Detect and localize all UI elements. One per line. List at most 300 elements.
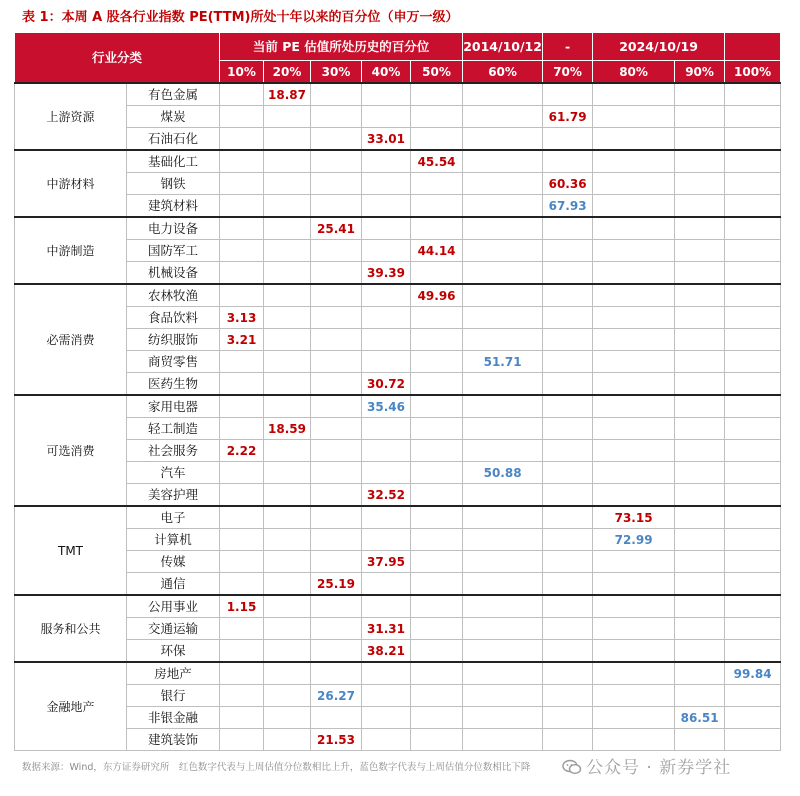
- empty-cell: [463, 284, 543, 307]
- empty-cell: [264, 551, 311, 573]
- empty-cell: [675, 640, 725, 663]
- empty-cell: [463, 440, 543, 462]
- empty-cell: [264, 150, 311, 173]
- empty-cell: [543, 685, 593, 707]
- empty-cell: [593, 106, 675, 128]
- empty-cell: [362, 217, 411, 240]
- empty-cell: [543, 484, 593, 507]
- empty-cell: [725, 462, 781, 484]
- percentile-value: 30.72: [362, 373, 411, 396]
- industry-cell: 交通运输: [127, 618, 220, 640]
- empty-cell: [311, 640, 362, 663]
- percentile-value: 67.93: [543, 195, 593, 218]
- empty-cell: [264, 529, 311, 551]
- percentile-value: 33.01: [362, 128, 411, 151]
- empty-cell: [725, 284, 781, 307]
- empty-cell: [593, 640, 675, 663]
- percentile-value: 25.41: [311, 217, 362, 240]
- industry-cell: 通信: [127, 573, 220, 596]
- empty-cell: [675, 262, 725, 285]
- empty-cell: [411, 195, 463, 218]
- empty-cell: [411, 262, 463, 285]
- empty-cell: [725, 262, 781, 285]
- percentile-value: 73.15: [593, 506, 675, 529]
- empty-cell: [411, 418, 463, 440]
- empty-cell: [264, 329, 311, 351]
- empty-cell: [311, 462, 362, 484]
- empty-cell: [725, 217, 781, 240]
- empty-cell: [362, 173, 411, 195]
- empty-cell: [463, 395, 543, 418]
- percentile-value: 31.31: [362, 618, 411, 640]
- percentile-value: 60.36: [543, 173, 593, 195]
- empty-cell: [220, 529, 264, 551]
- pe-percentile-header: 当前 PE 估值所处历史的百分位: [220, 33, 463, 61]
- empty-cell: [675, 150, 725, 173]
- table-row: [15, 240, 781, 262]
- table-row: [15, 662, 781, 685]
- percentile-header-30: 30%: [311, 61, 362, 84]
- table-row: [15, 217, 781, 240]
- empty-cell: [220, 618, 264, 640]
- empty-cell: [675, 106, 725, 128]
- empty-cell: [463, 373, 543, 396]
- empty-cell: [311, 240, 362, 262]
- empty-cell: [311, 262, 362, 285]
- empty-cell: [362, 440, 411, 462]
- empty-cell: [411, 395, 463, 418]
- category-cell: 必需消费: [15, 284, 127, 395]
- empty-cell: [593, 307, 675, 329]
- empty-cell: [593, 329, 675, 351]
- empty-cell: [725, 128, 781, 151]
- empty-cell: [675, 685, 725, 707]
- empty-cell: [264, 685, 311, 707]
- empty-cell: [593, 284, 675, 307]
- empty-cell: [362, 462, 411, 484]
- empty-cell: [463, 418, 543, 440]
- category-cell: 上游资源: [15, 83, 127, 150]
- table-row: [15, 395, 781, 418]
- empty-cell: [264, 573, 311, 596]
- empty-cell: [543, 551, 593, 573]
- industry-cell: 石油石化: [127, 128, 220, 151]
- empty-cell: [264, 307, 311, 329]
- industry-cell: 家用电器: [127, 395, 220, 418]
- empty-cell: [675, 618, 725, 640]
- empty-cell: [220, 707, 264, 729]
- table-row: [15, 351, 781, 373]
- industry-cell: 国防军工: [127, 240, 220, 262]
- empty-cell: [264, 506, 311, 529]
- percentile-value: 61.79: [543, 106, 593, 128]
- empty-cell: [362, 595, 411, 618]
- table-row: [15, 284, 781, 307]
- table-row: [15, 307, 781, 329]
- empty-cell: [675, 595, 725, 618]
- percentile-header-80: 80%: [593, 61, 675, 84]
- empty-cell: [593, 551, 675, 573]
- empty-cell: [463, 217, 543, 240]
- empty-cell: [543, 150, 593, 173]
- empty-cell: [411, 618, 463, 640]
- empty-cell: [593, 707, 675, 729]
- empty-cell: [675, 551, 725, 573]
- empty-cell: [725, 551, 781, 573]
- empty-cell: [593, 662, 675, 685]
- empty-cell: [362, 662, 411, 685]
- industry-cell: 医药生物: [127, 373, 220, 396]
- empty-cell: [264, 662, 311, 685]
- percentile-value: 51.71: [463, 351, 543, 373]
- empty-cell: [362, 573, 411, 596]
- empty-cell: [463, 240, 543, 262]
- empty-cell: [543, 729, 593, 751]
- empty-cell: [725, 418, 781, 440]
- empty-cell: [362, 506, 411, 529]
- table-row: [15, 729, 781, 751]
- empty-cell: [362, 284, 411, 307]
- empty-cell: [463, 551, 543, 573]
- table-row: [15, 418, 781, 440]
- wechat-icon: [562, 759, 582, 775]
- empty-cell: [220, 551, 264, 573]
- empty-cell: [463, 529, 543, 551]
- empty-cell: [725, 395, 781, 418]
- empty-cell: [311, 618, 362, 640]
- table-row: [15, 506, 781, 529]
- empty-cell: [411, 685, 463, 707]
- empty-cell: [543, 240, 593, 262]
- empty-cell: [463, 173, 543, 195]
- empty-cell: [593, 173, 675, 195]
- empty-cell: [220, 262, 264, 285]
- table-row: [15, 195, 781, 218]
- empty-cell: [411, 595, 463, 618]
- pe-percentile-table-wrapper: [14, 32, 780, 751]
- empty-cell: [264, 462, 311, 484]
- industry-cell: 轻工制造: [127, 418, 220, 440]
- percentile-value: 32.52: [362, 484, 411, 507]
- empty-cell: [593, 373, 675, 396]
- empty-cell: [220, 195, 264, 218]
- empty-cell: [463, 150, 543, 173]
- empty-cell: [463, 640, 543, 663]
- empty-cell: [675, 573, 725, 596]
- percentile-value: 3.21: [220, 329, 264, 351]
- empty-cell: [311, 195, 362, 218]
- empty-cell: [264, 618, 311, 640]
- empty-cell: [725, 329, 781, 351]
- empty-cell: [725, 729, 781, 751]
- empty-cell: [264, 106, 311, 128]
- empty-cell: [593, 195, 675, 218]
- percentile-value: 86.51: [675, 707, 725, 729]
- empty-cell: [220, 662, 264, 685]
- table-row: [15, 373, 781, 396]
- empty-cell: [593, 618, 675, 640]
- percentile-header-50: 50%: [411, 61, 463, 84]
- empty-cell: [411, 506, 463, 529]
- table-row: [15, 262, 781, 285]
- empty-cell: [543, 440, 593, 462]
- empty-cell: [311, 707, 362, 729]
- empty-cell: [675, 529, 725, 551]
- empty-cell: [362, 307, 411, 329]
- table-row: [15, 685, 781, 707]
- empty-cell: [264, 484, 311, 507]
- empty-cell: [463, 307, 543, 329]
- empty-cell: [463, 685, 543, 707]
- empty-cell: [543, 462, 593, 484]
- table-row: [15, 150, 781, 173]
- empty-cell: [725, 195, 781, 218]
- table-row: [15, 440, 781, 462]
- empty-cell: [311, 551, 362, 573]
- industry-cell: 社会服务: [127, 440, 220, 462]
- percentile-value: 18.87: [264, 83, 311, 106]
- category-cell: 金融地产: [15, 662, 127, 751]
- empty-cell: [264, 262, 311, 285]
- table-row: [15, 462, 781, 484]
- empty-cell: [675, 506, 725, 529]
- source-note: 数据来源：Wind，东方证券研究所 红色数字代表与上周估值分位数相比上升，蓝色数字代表与上周估值分位数相比下降: [22, 762, 531, 773]
- empty-cell: [362, 529, 411, 551]
- empty-cell: [311, 128, 362, 151]
- empty-cell: [725, 685, 781, 707]
- header-blank: [725, 33, 781, 61]
- empty-cell: [463, 662, 543, 685]
- empty-cell: [362, 150, 411, 173]
- industry-cell: 非银金融: [127, 707, 220, 729]
- category-cell: 服务和公共: [15, 595, 127, 662]
- category-cell: TMT: [15, 506, 127, 595]
- empty-cell: [264, 707, 311, 729]
- empty-cell: [411, 440, 463, 462]
- empty-cell: [362, 729, 411, 751]
- empty-cell: [311, 418, 362, 440]
- empty-cell: [411, 551, 463, 573]
- empty-cell: [725, 150, 781, 173]
- industry-cell: 传媒: [127, 551, 220, 573]
- percentile-value: 39.39: [362, 262, 411, 285]
- empty-cell: [311, 106, 362, 128]
- table-row: [15, 128, 781, 151]
- empty-cell: [411, 217, 463, 240]
- empty-cell: [675, 462, 725, 484]
- industry-cell: 美容护理: [127, 484, 220, 507]
- industry-cell: 电力设备: [127, 217, 220, 240]
- empty-cell: [593, 685, 675, 707]
- percentile-value: 35.46: [362, 395, 411, 418]
- empty-cell: [593, 395, 675, 418]
- empty-cell: [362, 83, 411, 106]
- industry-cell: 农林牧渔: [127, 284, 220, 307]
- empty-cell: [593, 217, 675, 240]
- empty-cell: [311, 395, 362, 418]
- industry-cell: 电子: [127, 506, 220, 529]
- empty-cell: [411, 307, 463, 329]
- percentile-value: 45.54: [411, 150, 463, 173]
- empty-cell: [725, 307, 781, 329]
- table-row: [15, 573, 781, 596]
- industry-cell: 基础化工: [127, 150, 220, 173]
- empty-cell: [675, 284, 725, 307]
- empty-cell: [675, 351, 725, 373]
- table-row: [15, 551, 781, 573]
- empty-cell: [220, 573, 264, 596]
- empty-cell: [362, 351, 411, 373]
- empty-cell: [311, 506, 362, 529]
- empty-cell: [463, 729, 543, 751]
- empty-cell: [593, 240, 675, 262]
- percentile-header-100: 100%: [725, 61, 781, 84]
- empty-cell: [593, 440, 675, 462]
- empty-cell: [593, 262, 675, 285]
- empty-cell: [220, 484, 264, 507]
- empty-cell: [725, 618, 781, 640]
- empty-cell: [264, 373, 311, 396]
- empty-cell: [411, 573, 463, 596]
- percentile-value: 49.96: [411, 284, 463, 307]
- empty-cell: [362, 329, 411, 351]
- empty-cell: [362, 418, 411, 440]
- percentile-value: 21.53: [311, 729, 362, 751]
- empty-cell: [543, 418, 593, 440]
- empty-cell: [543, 595, 593, 618]
- table-row: [15, 484, 781, 507]
- industry-cell: 建筑装饰: [127, 729, 220, 751]
- empty-cell: [593, 595, 675, 618]
- empty-cell: [675, 729, 725, 751]
- empty-cell: [543, 662, 593, 685]
- table-title: 表 1：本周 A 股各行业指数 PE(TTM)所处十年以来的百分位（申万一级）: [22, 10, 459, 25]
- empty-cell: [264, 217, 311, 240]
- empty-cell: [264, 729, 311, 751]
- empty-cell: [311, 307, 362, 329]
- empty-cell: [463, 618, 543, 640]
- empty-cell: [411, 351, 463, 373]
- empty-cell: [543, 707, 593, 729]
- empty-cell: [463, 595, 543, 618]
- empty-cell: [675, 83, 725, 106]
- category-cell: 中游制造: [15, 217, 127, 284]
- empty-cell: [543, 618, 593, 640]
- empty-cell: [593, 573, 675, 596]
- empty-cell: [311, 373, 362, 396]
- empty-cell: [220, 150, 264, 173]
- empty-cell: [264, 595, 311, 618]
- empty-cell: [311, 440, 362, 462]
- empty-cell: [675, 217, 725, 240]
- industry-cell: 食品饮料: [127, 307, 220, 329]
- empty-cell: [411, 329, 463, 351]
- empty-cell: [463, 195, 543, 218]
- empty-cell: [264, 351, 311, 373]
- percentile-value: 37.95: [362, 551, 411, 573]
- empty-cell: [675, 484, 725, 507]
- empty-cell: [725, 595, 781, 618]
- category-cell: 中游材料: [15, 150, 127, 217]
- empty-cell: [543, 284, 593, 307]
- empty-cell: [463, 484, 543, 507]
- industry-cell: 钢铁: [127, 173, 220, 195]
- empty-cell: [411, 640, 463, 663]
- industry-cell: 汽车: [127, 462, 220, 484]
- empty-cell: [220, 685, 264, 707]
- table-row: [15, 618, 781, 640]
- empty-cell: [725, 484, 781, 507]
- empty-cell: [675, 373, 725, 396]
- percentile-value: 1.15: [220, 595, 264, 618]
- empty-cell: [675, 195, 725, 218]
- percentile-value: 26.27: [311, 685, 362, 707]
- empty-cell: [593, 351, 675, 373]
- percentile-header-60: 60%: [463, 61, 543, 84]
- empty-cell: [362, 707, 411, 729]
- industry-cell: 公用事业: [127, 595, 220, 618]
- empty-cell: [311, 173, 362, 195]
- empty-cell: [675, 662, 725, 685]
- percentile-value: 2.22: [220, 440, 264, 462]
- industry-cell: 纺织服饰: [127, 329, 220, 351]
- percentile-value: 44.14: [411, 240, 463, 262]
- empty-cell: [463, 506, 543, 529]
- table-row: [15, 173, 781, 195]
- pe-percentile-table: [14, 32, 781, 751]
- empty-cell: [593, 462, 675, 484]
- empty-cell: [220, 83, 264, 106]
- percentile-header-90: 90%: [675, 61, 725, 84]
- empty-cell: [311, 662, 362, 685]
- empty-cell: [463, 83, 543, 106]
- empty-cell: [220, 506, 264, 529]
- empty-cell: [463, 573, 543, 596]
- empty-cell: [725, 573, 781, 596]
- empty-cell: [411, 106, 463, 128]
- empty-cell: [220, 173, 264, 195]
- empty-cell: [725, 707, 781, 729]
- empty-cell: [311, 529, 362, 551]
- empty-cell: [311, 595, 362, 618]
- empty-cell: [593, 128, 675, 151]
- percentile-value: 50.88: [463, 462, 543, 484]
- empty-cell: [264, 173, 311, 195]
- empty-cell: [220, 729, 264, 751]
- percentile-header-10: 10%: [220, 61, 264, 84]
- empty-cell: [593, 729, 675, 751]
- empty-cell: [543, 395, 593, 418]
- table-row: [15, 595, 781, 618]
- empty-cell: [725, 529, 781, 551]
- empty-cell: [362, 195, 411, 218]
- empty-cell: [463, 329, 543, 351]
- empty-cell: [220, 640, 264, 663]
- empty-cell: [311, 284, 362, 307]
- empty-cell: [264, 440, 311, 462]
- empty-cell: [463, 128, 543, 151]
- empty-cell: [463, 707, 543, 729]
- empty-cell: [220, 128, 264, 151]
- empty-cell: [220, 240, 264, 262]
- table-row: [15, 83, 781, 106]
- percentile-value: 99.84: [725, 662, 781, 685]
- empty-cell: [220, 418, 264, 440]
- empty-cell: [725, 440, 781, 462]
- industry-cell: 环保: [127, 640, 220, 663]
- industry-cell: 商贸零售: [127, 351, 220, 373]
- table-row: [15, 529, 781, 551]
